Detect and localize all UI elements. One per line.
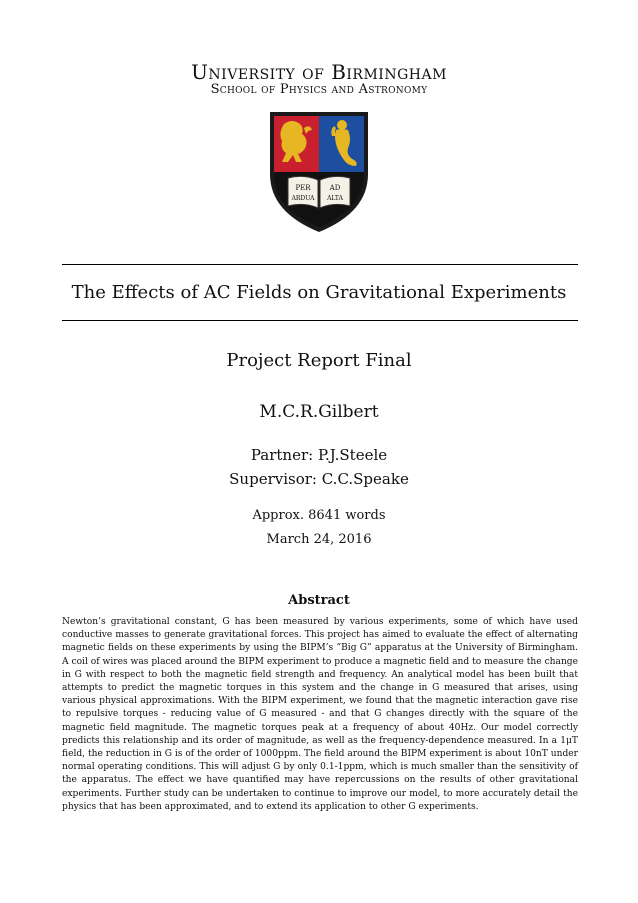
author-name: M.C.R.Gilbert xyxy=(259,402,379,422)
university-name: University of Birmingham xyxy=(191,60,447,84)
partner-line: Partner: P.J.Steele xyxy=(250,446,388,464)
word-count: Approx. 8641 words xyxy=(252,508,386,523)
report-subtitle: Project Report Final xyxy=(226,350,412,371)
motto-ardua: ARDUA xyxy=(291,195,315,202)
university-crest-icon xyxy=(266,108,372,234)
motto-per: PER xyxy=(295,184,311,192)
abstract-text: Newton’s gravitational constant, G has been measured by various experiments, some of which have used conductive masses to generate gravitational forces. This project has aimed to evaluate the effect of alternating magnetic fields on these experiments by using the BIPM’s ”Big G” apparatus at the University of Birmingham. A coil of wires was placed around the BIPM experiment to produce a magnetic field and to measure the change in G with respect to both the magnetic field strength and frequency. An analytical model has been built that attempts to predict the magnetic torques in this system and the change in G measured that arises, using various physical approximations. With the BIPM experiment, we found that the magnetic interaction gave rise to repulsive torques - reducing value of G measured - and that G changes directly with the square of the magnetic field magnitude. The magnetic torques peak at a frequency of about 40Hz. Our model correctly predicts this relationship and its order of magnitude, as well as the frequency-dependence measured. In a 1μT field, the reduction in G is of the order of 1000ppm. The field around the BIPM experiment is about 10nT under normal operating conditions. This will adjust G by only 0.1-1ppm, which is much smaller than the sensitivity of the apparatus. The effect we have quantified may have repercussions on the results of other gravitational experiments. Further study can be undertaken to continue to improve our model, to more accurately detail the physics that has been approximated, and to extend its application to other G experiments. xyxy=(62,617,578,812)
school-name: School of Physics and Astronomy xyxy=(210,82,428,97)
report-date: March 24, 2016 xyxy=(266,532,372,547)
report-title: The Effects of AC Fields on Gravitational Experiments xyxy=(71,282,567,303)
supervisor-line: Supervisor: C.C.Speake xyxy=(229,470,409,488)
motto-ad: AD xyxy=(329,184,341,192)
motto-alta: ALTA xyxy=(327,195,343,202)
title-top-rule xyxy=(62,264,578,265)
abstract-heading: Abstract xyxy=(288,593,350,608)
title-bottom-rule xyxy=(62,320,578,321)
